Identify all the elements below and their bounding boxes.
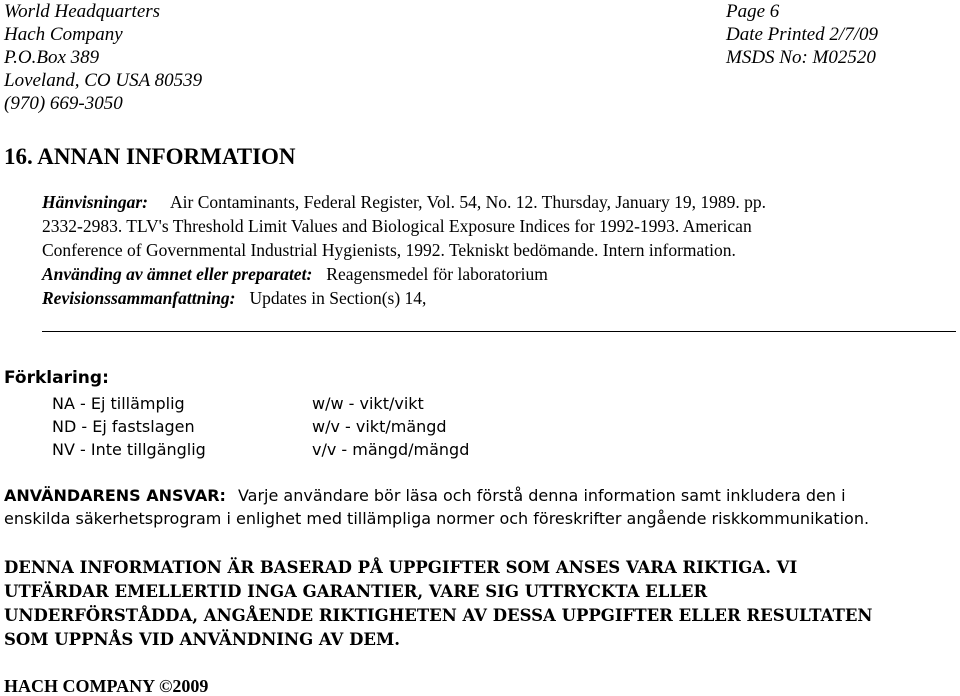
copyright-notice: HACH COMPANY ©2009 (4, 676, 209, 696)
legend-title: Förklaring: (4, 368, 109, 388)
user-responsibility-block (4, 484, 869, 530)
disclaimer-line: SOM UPPNÅS VID ANVÄNDNING AV DEM. (4, 630, 400, 649)
legend-item: NV - Inte tillgänglig (52, 440, 206, 459)
disclaimer-line: DENNA INFORMATION ÄR BASERAD PÅ UPPGIFTER SOM ANSES VARA RIKTIGA. VI (4, 558, 798, 577)
document-meta-block (726, 0, 878, 69)
legend-item: ND - Ej fastslagen (52, 417, 195, 436)
disclaimer-line: UNDERFÖRSTÅDDA, ANGÅENDE RIKTIGHETEN AV DESSA UPPGIFTER ELLER RESULTATEN (4, 606, 873, 625)
legend-units (312, 392, 469, 461)
revision-value: Updates in Section(s) 14, (249, 288, 427, 308)
msds-number: MSDS No: M02520 (726, 47, 876, 68)
revision-label: Revisionssammanfattning: (42, 288, 236, 308)
references-text-line: Air Contaminants, Federal Register, Vol. 54, No. 12. Thursday, January 19, 1989. pp. (170, 192, 767, 212)
revision-row (42, 286, 922, 310)
company-address-block (4, 0, 202, 115)
usage-value: Reagensmedel för laboratorium (326, 264, 548, 284)
company-address-line: (970) 669-3050 (4, 93, 123, 114)
references-text-line: Conference of Governmental Industrial Hygienists, 1992. Tekniskt bedömande. Intern information. (42, 240, 736, 260)
company-address-line: Hach Company (4, 24, 123, 45)
legend-item: v/v - mängd/mängd (312, 440, 470, 459)
horizontal-divider (42, 331, 956, 332)
usage-row (42, 262, 922, 286)
user-responsibility-row (4, 484, 869, 507)
page-number: Page 6 (726, 1, 780, 22)
user-responsibility-text-line: Varje användare bör läsa och förstå denna information samt inkludera den i (237, 486, 846, 505)
disclaimer-line: UTFÄRDAR EMELLERTID INGA GARANTIER, VARE SIG UTTRYCKTA ELLER (4, 582, 708, 601)
references-text-line: 2332-2983. TLV's Threshold Limit Values and Biological Exposure Indices for 1992-1993. American (42, 216, 752, 236)
usage-label: Använding av ämnet eller preparatet: (42, 264, 313, 284)
references-row (42, 190, 922, 214)
legend-item: w/v - vikt/mängd (312, 417, 447, 436)
legend-item: w/w - vikt/vikt (312, 394, 424, 413)
references-label: Hänvisningar: (42, 192, 148, 212)
date-printed: Date Printed 2/7/09 (726, 24, 878, 45)
disclaimer-block (4, 556, 873, 652)
references-block (42, 190, 922, 310)
company-address-line: Loveland, CO USA 80539 (4, 70, 203, 91)
legend-abbreviations (52, 392, 206, 461)
company-address-line: World Headquarters (4, 1, 161, 22)
section-title: 16. ANNAN INFORMATION (4, 144, 296, 169)
company-address-line: P.O.Box 389 (4, 47, 100, 68)
user-responsibility-text-line: enskilda säkerhetsprogram i enlighet med tillämpliga normer och föreskrifter angående riskkommunikation. (4, 509, 870, 528)
user-responsibility-label: ANVÄNDARENS ANSVAR: (4, 486, 226, 505)
legend-item: NA - Ej tillämplig (52, 394, 185, 413)
